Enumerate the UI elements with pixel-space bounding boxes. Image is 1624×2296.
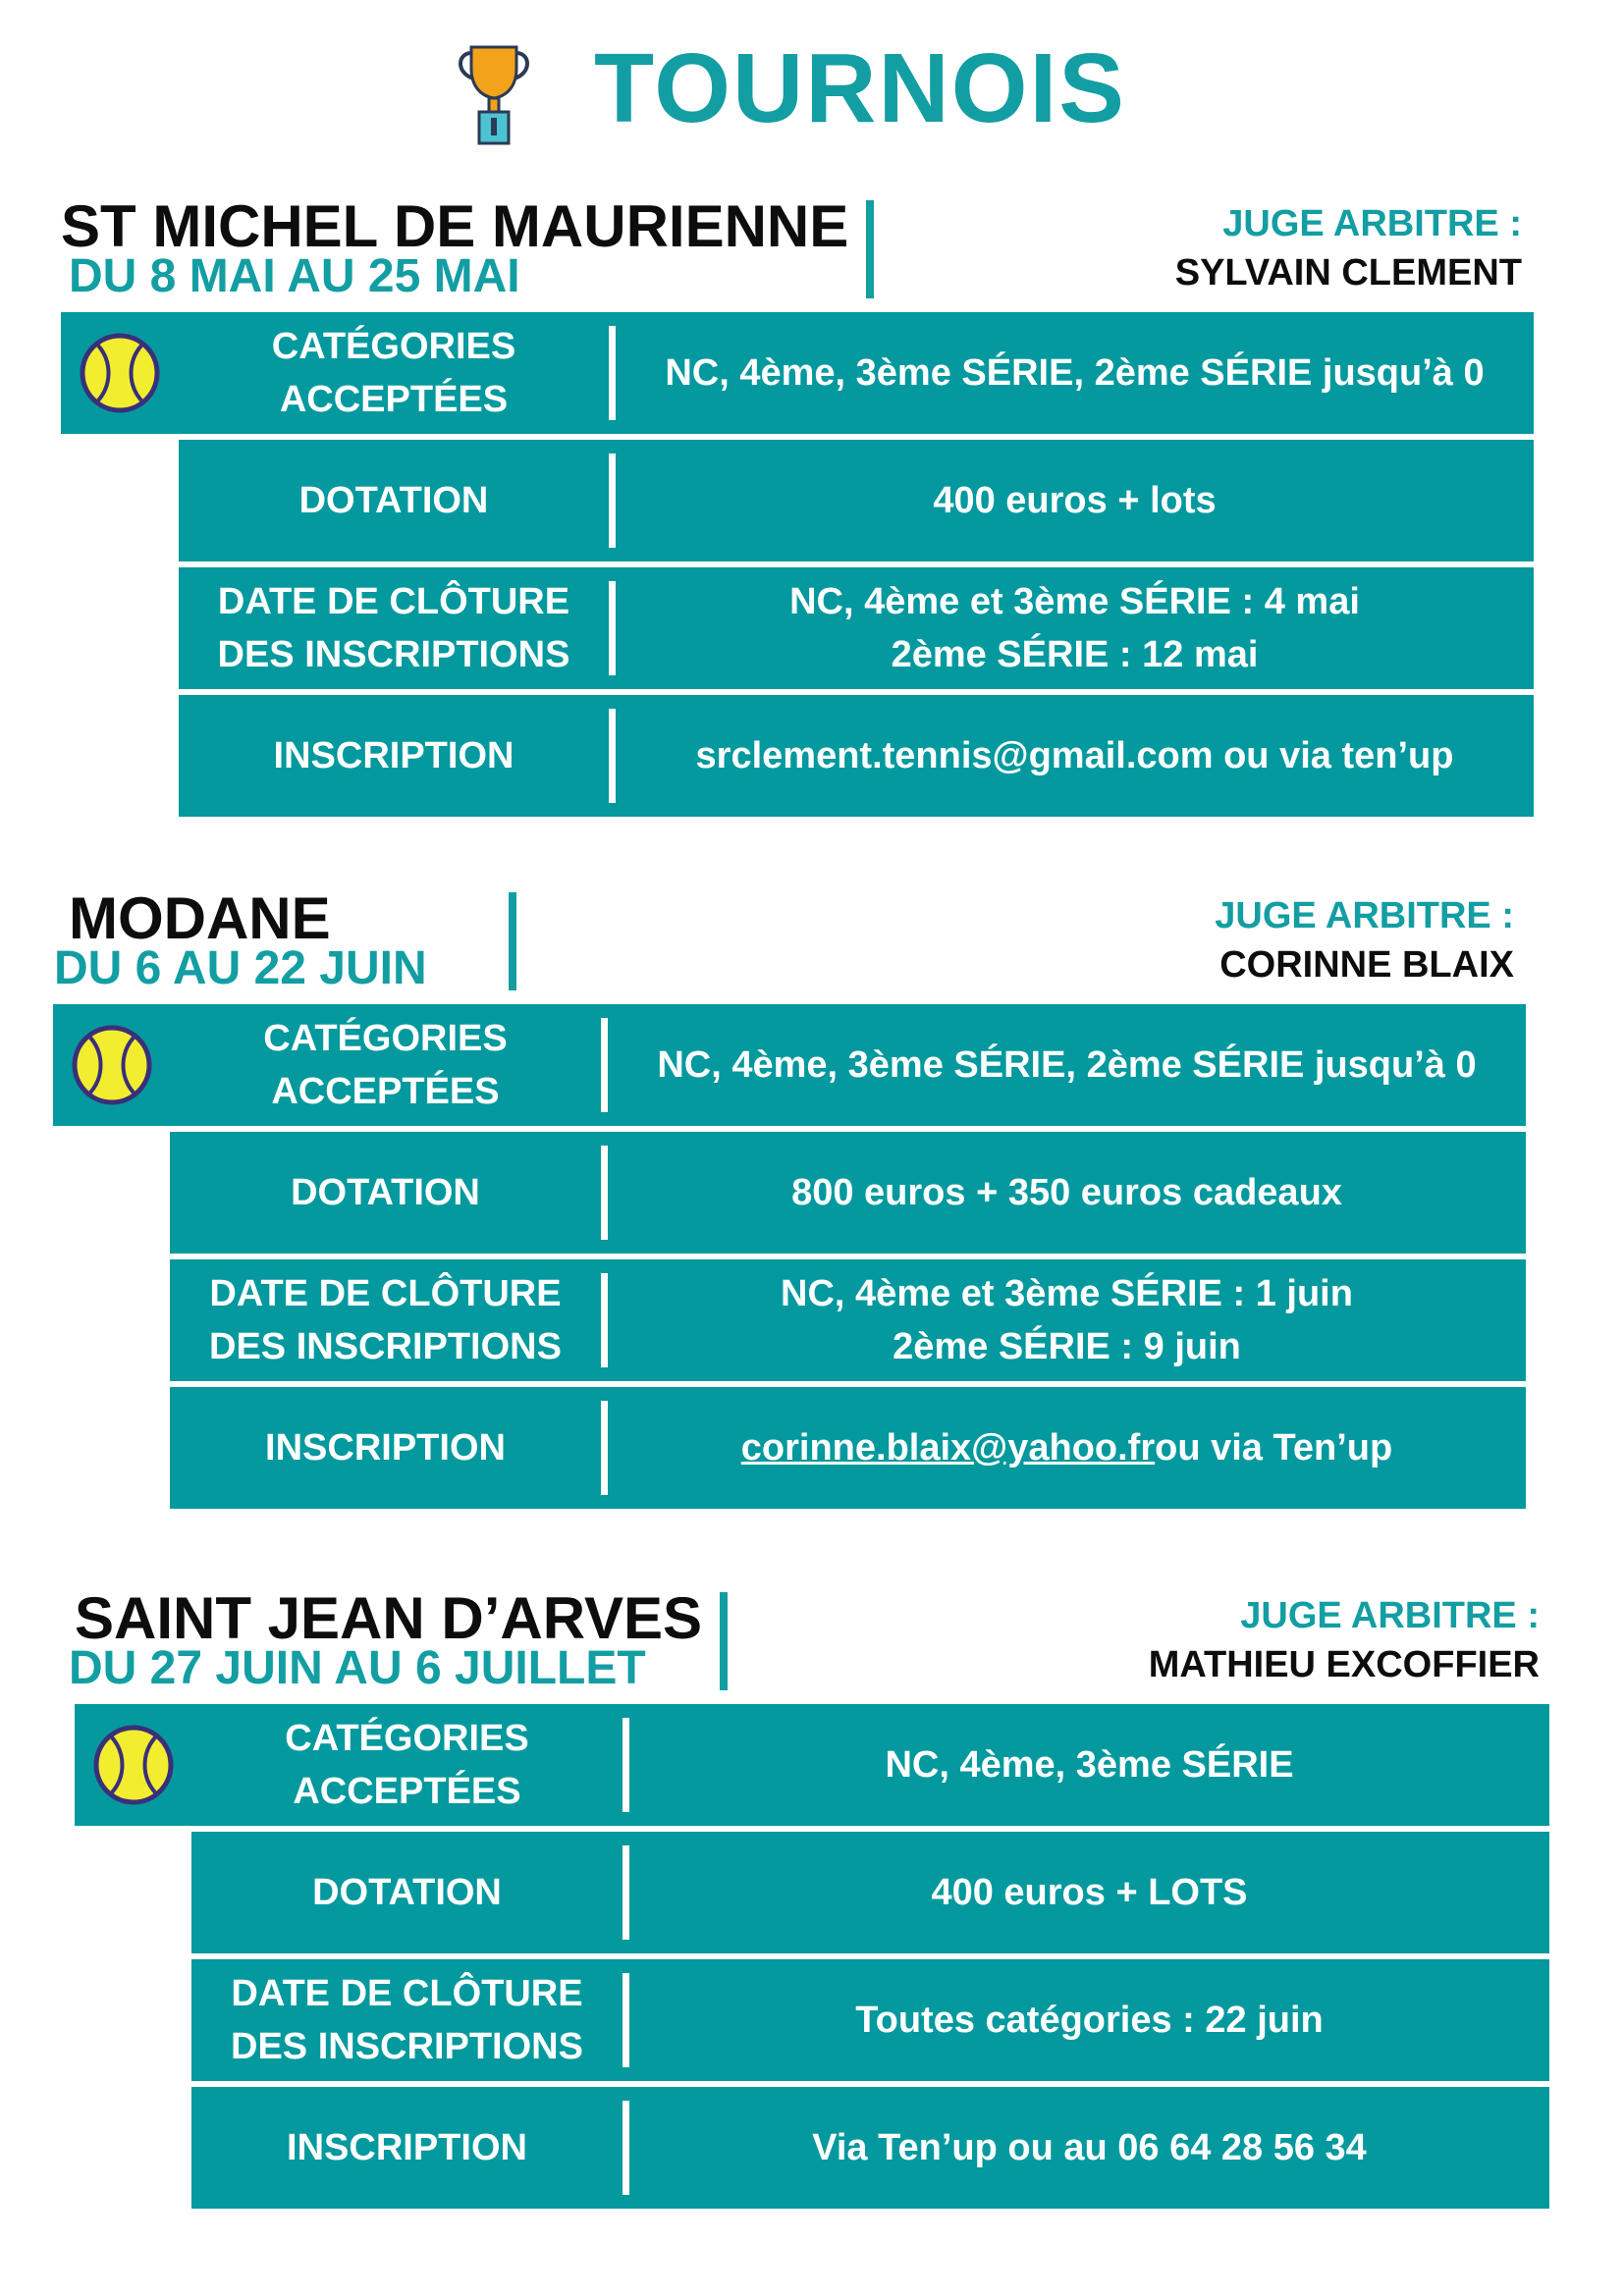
title-divider [509, 892, 516, 990]
inscription-rest: ou via Ten’up [1155, 1427, 1393, 1468]
row-divider [601, 1146, 608, 1240]
judge-name: CORINNE BLAIX [1219, 944, 1514, 986]
title-divider [866, 200, 874, 298]
judge-name: MATHIEU EXCOFFIER [1148, 1644, 1540, 1685]
row-divider [623, 1973, 629, 2067]
row-divider [623, 1718, 629, 1812]
row-categories [61, 312, 1534, 434]
row-cloture [191, 1959, 1549, 2081]
row-categories [53, 1004, 1526, 1126]
row-inscription [191, 2087, 1549, 2209]
row-value: 400 euros + LOTS [931, 1872, 1248, 1913]
row-label: DOTATION [291, 1172, 480, 1213]
page-header [0, 29, 1624, 147]
row-label: INSCRIPTION [265, 1427, 506, 1468]
row-label: DATE DE CLÔTURE DES INSCRIPTIONS [217, 581, 570, 675]
tennis-ball-icon [79, 332, 161, 414]
trophy-icon [450, 39, 538, 147]
tournament-section [0, 885, 1624, 1517]
row-divider [601, 1401, 608, 1495]
tournament-dates: DU 8 MAI AU 25 MAI [69, 250, 520, 302]
tournament-dates: DU 6 AU 22 JUIN [54, 942, 427, 994]
row-cloture [170, 1259, 1526, 1381]
row-divider [609, 709, 616, 803]
row-label: CATÉGORIES ACCEPTÉES [263, 1018, 508, 1112]
row-value: 800 euros + 350 euros cadeaux [791, 1172, 1342, 1213]
tennis-ball-icon [92, 1724, 175, 1806]
page-title: TOURNOIS [594, 33, 1126, 143]
judge-label: JUGE ARBITRE : [1215, 895, 1514, 936]
row-dotation [191, 1832, 1549, 1953]
row-value: NC, 4ème, 3ème SÉRIE [885, 1744, 1294, 1786]
tournament-name: ST MICHEL DE MAURIENNE [61, 193, 849, 259]
row-dotation [179, 440, 1534, 561]
row-divider [601, 1273, 608, 1367]
row-label: INSCRIPTION [287, 2127, 527, 2168]
row-dotation [170, 1132, 1526, 1254]
row-inscription [179, 695, 1534, 817]
row-value: 400 euros + lots [933, 480, 1217, 521]
row-value: Toutes catégories : 22 juin [855, 2000, 1324, 2041]
judge-label: JUGE ARBITRE : [1222, 203, 1522, 244]
tournament-name: SAINT JEAN D’ARVES [75, 1585, 703, 1651]
judge-name: SYLVAIN CLEMENT [1174, 252, 1522, 294]
row-label: CATÉGORIES ACCEPTÉES [285, 1718, 529, 1812]
row-value: NC, 4ème et 3ème SÉRIE : 4 mai 2ème SÉRIE : 12 mai [789, 581, 1360, 675]
tournament-section [0, 1585, 1624, 2216]
row-divider [609, 326, 616, 420]
row-label: DATE DE CLÔTURE DES INSCRIPTIONS [231, 1973, 583, 2067]
tournament-section [0, 193, 1624, 825]
row-inscription [170, 1387, 1526, 1509]
row-categories [75, 1704, 1549, 1826]
row-divider [601, 1018, 608, 1112]
row-value: Via Ten’up ou au 06 64 28 56 34 [812, 2127, 1367, 2168]
row-label: CATÉGORIES ACCEPTÉES [271, 326, 516, 420]
row-label: DOTATION [298, 480, 489, 521]
row-cloture [179, 567, 1534, 689]
tournament-dates: DU 27 JUIN AU 6 JUILLET [69, 1642, 646, 1694]
title-divider [720, 1592, 728, 1690]
row-divider [609, 581, 616, 675]
tournament-name: MODANE [69, 885, 331, 951]
row-value [608, 1387, 1526, 1509]
row-divider [623, 2101, 629, 2195]
row-value: NC, 4ème, 3ème SÉRIE, 2ème SÉRIE jusqu’à 0 [657, 1044, 1477, 1086]
row-label: DATE DE CLÔTURE DES INSCRIPTIONS [209, 1273, 562, 1367]
row-value: NC, 4ème, 3ème SÉRIE, 2ème SÉRIE jusqu’à 0 [665, 352, 1485, 394]
row-divider [623, 1845, 629, 1940]
judge-label: JUGE ARBITRE : [1240, 1595, 1540, 1636]
email-link[interactable]: corinne.blaix@yahoo.fr [740, 1427, 1156, 1468]
row-value: srclement.tennis@gmail.com ou via ten’up [695, 735, 1454, 776]
row-label: INSCRIPTION [273, 735, 514, 776]
row-label: DOTATION [312, 1872, 502, 1913]
row-value: NC, 4ème et 3ème SÉRIE : 1 juin 2ème SÉRIE : 9 juin [781, 1273, 1353, 1367]
row-divider [609, 454, 616, 548]
tennis-ball-icon [71, 1024, 153, 1106]
